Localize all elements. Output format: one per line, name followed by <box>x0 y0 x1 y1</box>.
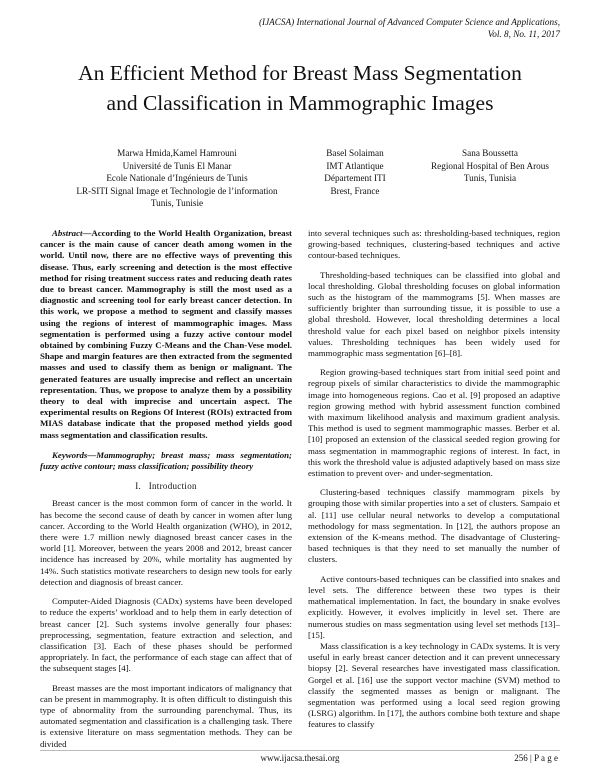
keywords <box>40 450 292 472</box>
title-line-2: and Classification in Mammographic Images <box>106 91 494 115</box>
abstract-text: —According to the World Health Organization, breast cancer is the main cause of cancer death among women in the world. Until now, there are no effective ways of preventing this disease. Thus, early screening and detection is the most effective method for rising treatment success rates and reducing death rates due to breast cancer. Mammography is still the most used as a diagnostic and screening tool for early breast cancer detection. In this work, we propose a method to segment and classify masses using the regions of interest of mammographic images. Mass segmentation is performed using a fuzzy active contour model obtained by combining Fuzzy C-Means and the Chan-Vese model. Shape and margin features are then extracted from the segmented masses and used to classify them as benign or malignant. The generated features are usually imprecise and reflect an uncertain representation. Thus, we propose to analyze them by a possibility theory to deal with imprecise and uncertain aspect. The experimental results on Regions Of Interest (ROIs) extracted from MIAS database indicate that the proposed method yields good mass segmentation and classification results. <box>40 228 292 440</box>
author-affiliation: Département ITI <box>324 173 386 183</box>
paragraph: Breast masses are the most important indicators of malignancy that can be present in mammography. It is often difficult to distinguish this type of abnormality from the surrounding parenchymal. Thus, its automated segmentation and classification is a challenging task. There is extensive literature on mass segmentation methods. They can be divided <box>40 682 292 749</box>
author-block-2 <box>295 147 415 197</box>
paragraph: Active contours-based techniques can be classified into snakes and level sets. The difference between these two types is their mathematical implementation. In fact, the boundary in snake evolves explicitly. However, it evolves implicitly in level set. There are numerous studies on mass segmentation using level set methods [13]–[15]. <box>308 573 560 640</box>
paragraph: Clustering-based techniques classify mammogram pixels by grouping those with similar properties into a set of clusters. Sampaio et al. [11] use cellular neural networks to develop a computational methodology for mass segmentation. In [12], the authors propose an extension of the K-means method. The disadvantage of Clustering-based techniques is that they need to set manually the number of clusters. <box>308 487 560 565</box>
author-affiliation: Ecole Nationale d’Ingénieurs de Tunis <box>106 173 248 183</box>
author-affiliation: Université de Tunis El Manar <box>122 160 232 171</box>
footer-url[interactable]: www.ijacsa.thesai.org <box>260 753 340 763</box>
author-name: Sana Boussetta <box>462 148 518 158</box>
paragraph: Mass classification is a key technology in CADx systems. It is very useful in early breast cancer detection and it can prevent unnecessary biopsy [2]. Several researches have investigated mass classification. Gorgel et al. [16] use the support vector machine (SVM) method to classify the segmented masses as benign or malignant. The segmentation was performed using a local seed region growing (LSRG) algorithm. In [17], the authors combine both texture and shape features to classify <box>308 640 560 730</box>
footer-divider <box>40 750 560 751</box>
title-line-1: An Efficient Method for Breast Mass Segmentation <box>78 61 522 85</box>
keywords-text: —Mammography; breast mass; mass segmentation; fuzzy active contour; mass classification; possibility theory <box>40 449 292 472</box>
journal-header <box>140 16 560 40</box>
abstract <box>40 228 292 441</box>
journal-volume: Vol. 8, No. 11, 2017 <box>487 29 560 39</box>
author-affiliation: LR-SITI Signal Image et Technologie de l’information <box>76 185 278 196</box>
author-affiliation: Tunis, Tunisia <box>463 173 517 183</box>
author-affiliation: Regional Hospital of Ben Arous <box>431 160 549 171</box>
page-number: 256 | P a g e <box>514 753 558 763</box>
author-affiliation: Tunis, Tunisie <box>150 198 204 208</box>
section-number: I. <box>135 481 142 492</box>
left-column <box>40 228 292 750</box>
paper-title <box>40 58 560 118</box>
section-title: Introduction <box>148 481 197 492</box>
paragraph: Region growing-based techniques start from initial seed point and regroup pixels of similar characteristics to divide the mammographic image into homogeneous regions. Cao et al. [9] proposed an adaptive region growing method with hybrid assessment function combined with maximum likelihood analysis and maximum gradient analysis. This method is used to segment mammographic masses. Berber et al. [10] proposed an extension of the classical seeded region growing for mass segmentation in mammographic regions of interest. In fact, in this work the threshold value is adjusted adaptively based on mass size estimation to prevent over- and under-segmentation. <box>308 367 560 479</box>
right-column <box>308 228 560 731</box>
author-affiliation: IMT Atlantique <box>326 160 384 171</box>
section-heading <box>40 481 292 492</box>
keywords-label: Keywords <box>52 449 88 460</box>
author-affiliation: Brest, France <box>330 185 380 196</box>
author-name: Marwa Hmida,Kamel Hamrouni <box>117 148 237 158</box>
paragraph: Thresholding-based techniques can be classified into global and local thresholding. Global thresholding focuses on global information such as the histogram of the mammograms [5]. When masses are sufficiently brighter than surrounding tissue, it is possible to use a global threshold. However, local thresholding determines a local threshold value for each pixel based on neighbor pixels intensity values. Thresholding techniques has been widely used for mammographic mass segmentation [6]–[8]. <box>308 269 560 359</box>
author-block-1 <box>62 147 292 210</box>
author-name: Basel Solaiman <box>326 148 384 158</box>
paragraph: Computer-Aided Diagnosis (CADx) systems have been developed to reduce the experts’ workload and to help them in early detection of breast cancer [2]. Such systems involve generally four phases: preprocessing, segmentation, feature extraction and selection, and classification [3]. Each of these phases should be performed appropriately. In fact, the performance of each stage can affect that of the subsequent stages [4]. <box>40 596 292 674</box>
paragraph: into several techniques such as: thresholding-based techniques, region growing-based techniques, clustering-based techniques and active contour-based techniques. <box>308 228 560 261</box>
abstract-label: Abstract <box>52 228 83 238</box>
author-block-3 <box>405 147 575 185</box>
paragraph: Breast cancer is the most common form of cancer in the world. It has become the second cause of death by cancer in women after lung cancer. According to the World Health organization (WHO), in 2012, there were 1.7 million newly diagnosed breast cancer cases in the world [1]. Moreover, between the years 2008 and 2012, breast cancer incidence has increased by 20%, while mortality has augmented by 14%. Such statistics motivate researchers to design new tools for early detection and diagnosis of breast cancer. <box>40 498 292 587</box>
journal-name: (IJACSA) International Journal of Advanced Computer Science and Applications, <box>258 17 560 27</box>
